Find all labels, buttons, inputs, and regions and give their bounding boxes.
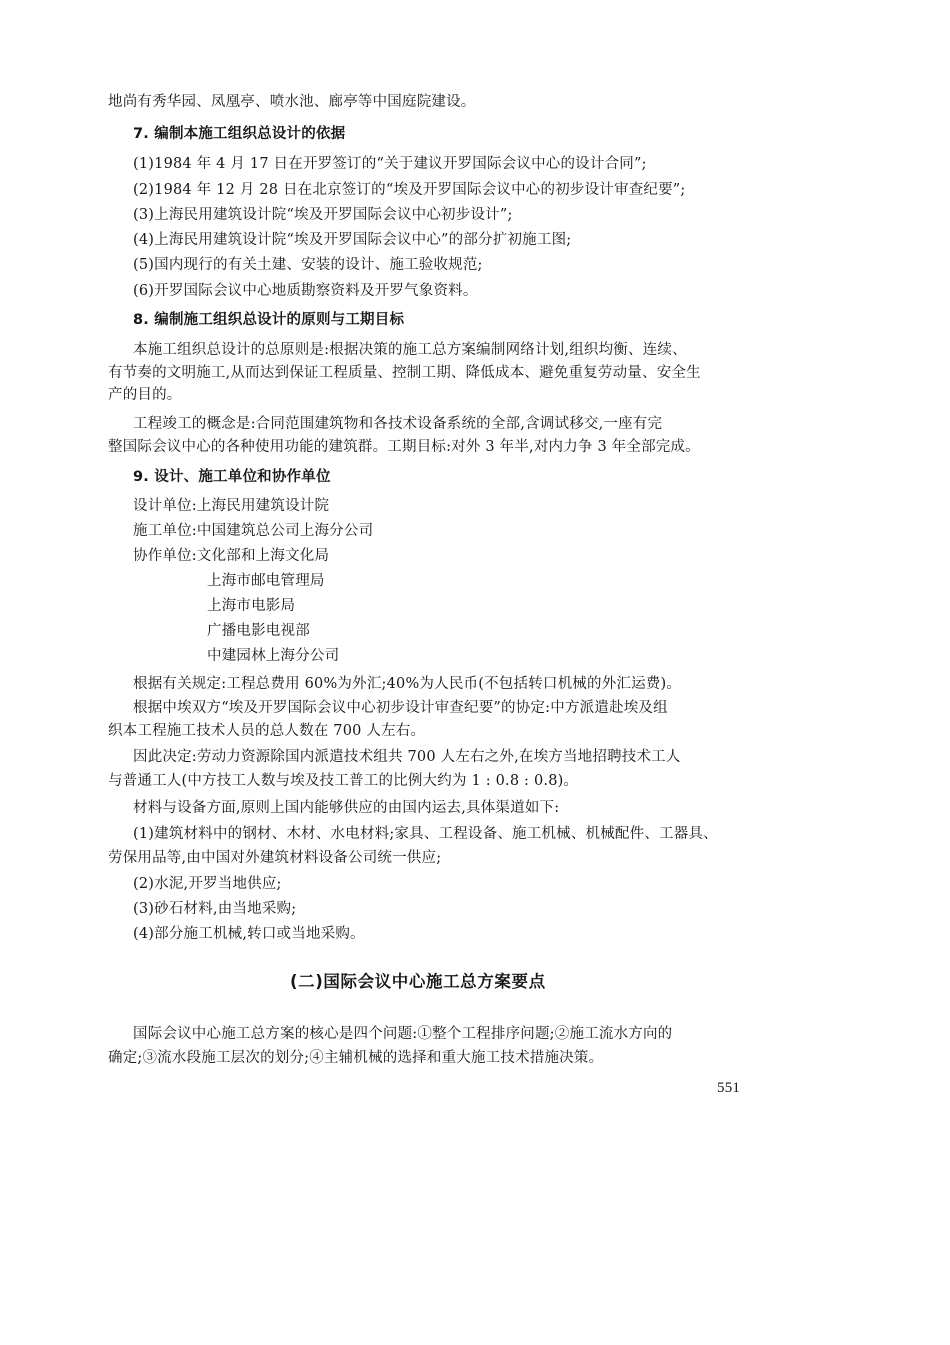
paragraph-labor-line-2: 与普通工人(中方技工人数与埃及技工普工的比例大约为 1 : 0.8 : 0.8)。 — [108, 773, 579, 789]
construction-unit: 施工单位:中国建筑总公司上海分公司 — [133, 523, 374, 539]
cooperation-unit-2: 上海市邮电管理局 — [207, 573, 325, 589]
cooperation-unit-5: 中建园林上海分公司 — [207, 648, 340, 664]
paragraph-staff-line-1: 根据中埃双方“埃及开罗国际会议中心初步设计审查纪要”的协定:中方派遣赴埃及组 — [133, 700, 668, 716]
paragraph-principle-line-2: 有节奏的文明施工,从而达到保证工程质量、控制工期、降低成本、避免重复劳动量、安全生 — [108, 365, 701, 381]
list-item-7-5: (5)国内现行的有关土建、安装的设计、施工验收规范; — [133, 257, 483, 273]
cooperation-unit-3: 上海市电影局 — [207, 598, 296, 614]
paragraph-materials: 材料与设备方面,原则上国内能够供应的由国内运去,具体渠道如下: — [133, 800, 560, 816]
paragraph-principle-line-1: 本施工组织总设计的总原则是:根据决策的施工总方案编制网络计划,组织均衡、连续、 — [133, 342, 687, 358]
paragraph-labor-line-1: 因此决定:劳动力资源除国内派遣技术组共 700 人左右之外,在埃方当地招聘技术工人 — [133, 749, 681, 765]
paragraph-staff-line-2: 织本工程施工技术人员的总人数在 700 人左右。 — [108, 723, 426, 739]
paragraph-completion-line-2: 整国际会议中心的各种使用功能的建筑群。工期目标:对外 3 年半,对内力争 3 年全部完成。 — [108, 439, 700, 455]
materials-item-4: (4)部分施工机械,转口或当地采购。 — [133, 926, 365, 942]
paragraph-core-line-1: 国际会议中心施工总方案的核心是四个问题:①整个工程排序问题;②施工流水方向的 — [133, 1026, 673, 1042]
page-number: 551 — [717, 1080, 741, 1096]
heading-section-9: 9. 设计、施工单位和协作单位 — [133, 469, 331, 485]
materials-item-2: (2)水泥,开罗当地供应; — [133, 876, 282, 892]
cooperation-unit: 协作单位:文化部和上海文化局 — [133, 548, 330, 564]
paragraph-completion-line-1: 工程竣工的概念是:合同范围建筑物和各技术设备系统的全部,含调试移交,一座有完 — [133, 416, 663, 432]
paragraph-principle-line-3: 产的目的。 — [108, 387, 182, 403]
text-line-intro: 地尚有秀华园、凤凰亭、喷水池、廊亭等中国庭院建设。 — [108, 94, 476, 110]
cooperation-unit-4: 广播电影电视部 — [207, 623, 310, 639]
paragraph-funding: 根据有关规定:工程总费用 60%为外汇;40%为人民币(不包括转口机械的外汇运费)。 — [133, 676, 682, 692]
heading-section-7: 7. 编制本施工组织总设计的依据 — [133, 126, 346, 142]
list-item-7-2: (2)1984 年 12 月 28 日在北京签订的“埃及开罗国际会议中心的初步设计审查纪要”; — [133, 182, 686, 198]
list-item-7-6: (6)开罗国际会议中心地质勘察资料及开罗气象资料。 — [133, 283, 478, 299]
materials-item-3: (3)砂石材料,由当地采购; — [133, 901, 297, 917]
materials-item-1-line-2: 劳保用品等,由中国对外建筑材料设备公司统一供应; — [108, 850, 442, 866]
section-title-2: (二)国际会议中心施工总方案要点 — [290, 972, 546, 991]
list-item-7-3: (3)上海民用建筑设计院“埃及开罗国际会议中心初步设计”; — [133, 207, 513, 223]
materials-item-1-line-1: (1)建筑材料中的钢材、木材、水电材料;家具、工程设备、施工机械、机械配件、工器具、 — [133, 826, 718, 842]
design-unit: 设计单位:上海民用建筑设计院 — [133, 498, 330, 514]
list-item-7-4: (4)上海民用建筑设计院“埃及开罗国际会议中心”的部分扩初施工图; — [133, 232, 572, 248]
heading-section-8: 8. 编制施工组织总设计的原则与工期目标 — [133, 312, 405, 328]
paragraph-core-line-2: 确定;③流水段施工层次的划分;④主辅机械的选择和重大施工技术措施决策。 — [108, 1050, 604, 1066]
list-item-7-1: (1)1984 年 4 月 17 日在开罗签订的“关于建议开罗国际会议中心的设计合同”; — [133, 156, 647, 172]
